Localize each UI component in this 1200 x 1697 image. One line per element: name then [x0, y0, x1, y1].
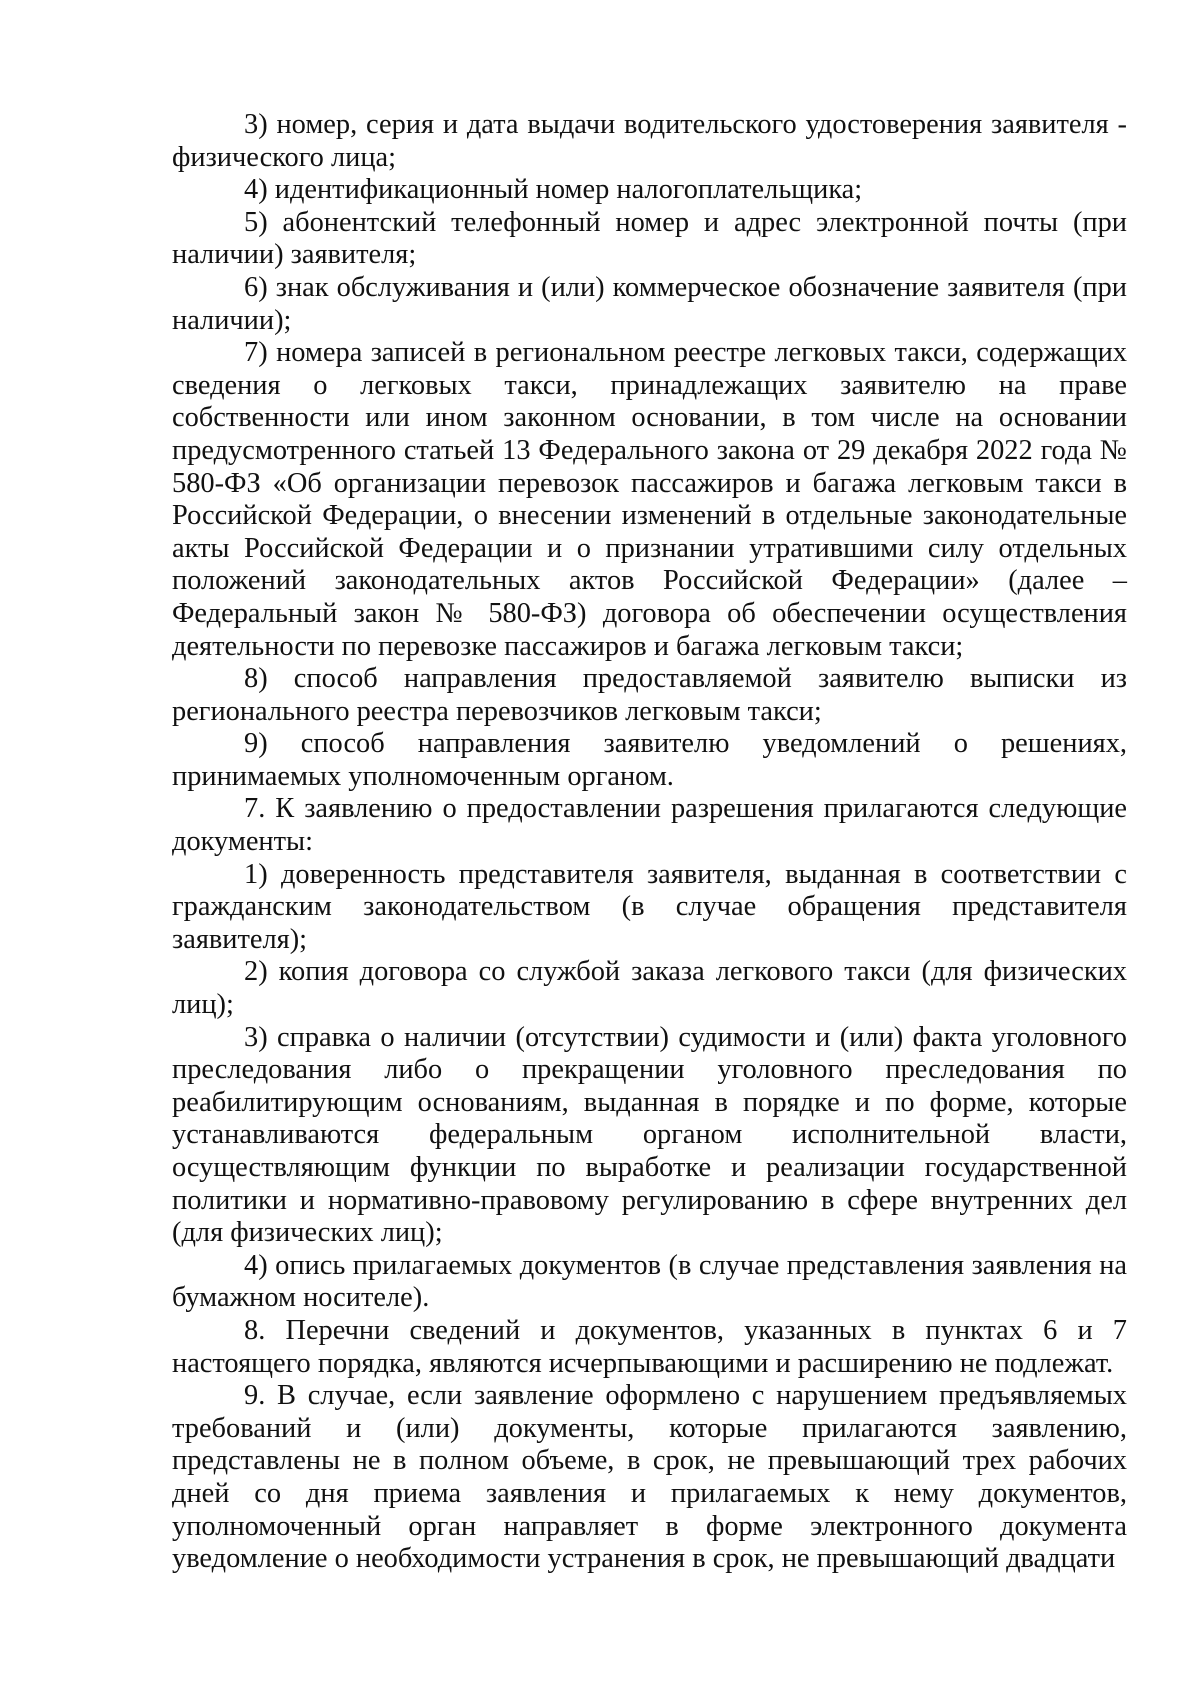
- paragraph-item-5-contacts: 5) абонентский телефонный номер и адрес электронной почты (при наличии) заявителя;: [172, 206, 1127, 271]
- paragraph-item-7-registry-records: 7) номера записей в региональном реестре легковых такси, содержащих сведения о легковых такси, принадлежащих заявителю на праве собственности или ином законном основании, в том числе на основании предусмотренного статьей 13 Федерального закона от 29 декабря 2022 года № 580-ФЗ «Об организации перевозок пассажиров и багажа легковым такси в Российской Федерации, о внесении изменений в отдельные законодательные акты Российской Федерации и о признании утратившими силу отдельных положений законодательных актов Российской Федерации» (далее – Федеральный закон № 580-ФЗ) договора об обеспечении осуществления деятельности по перевозке пассажиров и багажа легковым такси;: [172, 337, 1127, 662]
- paragraph-item-8-extract-delivery: 8) способ направления предоставляемой заявителю выписки из регионального реестра перевозчиков легковым такси;: [172, 663, 1127, 727]
- paragraph-clause-7-attachments: 7. К заявлению о предоставлении разрешения прилагаются следующие документы:: [172, 793, 1127, 858]
- paragraph-attachment-1-power-of-attorney: 1) доверенность представителя заявителя, выданная в соответствии с гражданским законодательством (в случае обращения представителя заявителя);: [172, 858, 1127, 955]
- document-page: [172, 109, 1127, 1576]
- paragraph-item-4-taxpayer-id: 4) идентификационный номер налогоплательщика;: [244, 174, 863, 206]
- paragraph-item-3-applicant-license: 3) номер, серия и дата выдачи водительского удостоверения заявителя - физического лица;: [172, 109, 1127, 173]
- paragraph-attachment-3-criminal-record: 3) справка о наличии (отсутствии) судимости и (или) факта уголовного преследования либо о прекращении уголовного преследования по реабилитирующим основаниям, выданная в порядке и по форме, которые устанавливаются федеральным органом исполнительной власти, осуществляющим функции по выработке и реализации государственной политики и нормативно-правовому регулированию в сфере внутренних дел (для физических лиц);: [172, 1021, 1127, 1249]
- paragraph-item-6-trademark: 6) знак обслуживания и (или) коммерческое обозначение заявителя (при наличии);: [172, 271, 1127, 336]
- paragraph-attachment-4-inventory: 4) опись прилагаемых документов (в случае представления заявления на бумажном носителе).: [172, 1249, 1127, 1314]
- paragraph-item-9-notification-delivery: 9) способ направления заявителю уведомлений о решениях, принимаемых уполномоченным органом.: [172, 728, 1127, 792]
- paragraph-clause-8-exhaustive-lists: 8. Перечни сведений и документов, указанных в пунктах 6 и 7 настоящего порядка, являются исчерпывающими и расширению не подлежат.: [172, 1314, 1127, 1379]
- paragraph-attachment-2-contract-copy: 2) копия договора со службой заказа легкового такси (для физических лиц);: [172, 956, 1127, 1021]
- paragraph-clause-9-deficiencies: 9. В случае, если заявление оформлено с нарушением предъявляемых требований и (или) документы, которые прилагаются заявлению, представлены не в полном объеме, в срок, не превышающий трех рабочих дней со дня приема заявления и прилагаемых к нему документов, уполномоченный орган направляет в форме электронного документа уведомление о необходимости устранения в срок, не превышающий двадцати: [172, 1380, 1127, 1575]
